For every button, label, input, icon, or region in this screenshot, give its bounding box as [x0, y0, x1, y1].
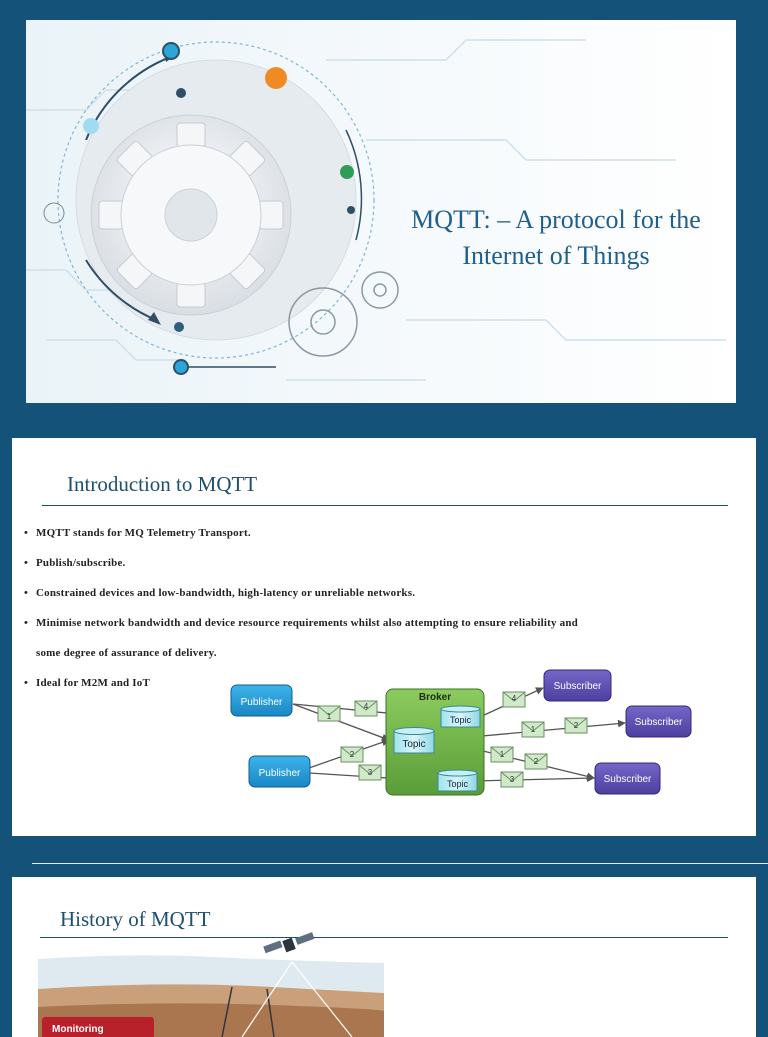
bullet-item: • Publish/subscribe.	[22, 548, 742, 578]
topic-label: Topic	[402, 739, 426, 750]
history-illustration	[12, 877, 756, 1037]
message-number: 2	[349, 750, 355, 759]
subscriber-node	[544, 670, 611, 701]
intro-slide	[12, 438, 756, 836]
slide-separator	[32, 863, 768, 864]
satellite-icon	[263, 932, 314, 953]
subscriber-label: Subscriber	[603, 774, 652, 785]
message-number: 2	[533, 757, 539, 766]
message-envelope	[359, 765, 381, 780]
intro-heading: Introduction to MQTT	[67, 472, 258, 496]
message-number: 4	[363, 702, 369, 711]
bullet-item: • Ideal for M2M and IoT	[22, 668, 742, 698]
topic-cylinder	[438, 770, 477, 791]
history-slide	[12, 877, 756, 1037]
bullet-item-continued: some degree of assurance of delivery.	[36, 647, 217, 659]
publisher-label: Publisher	[240, 697, 283, 708]
message-number: 3	[509, 775, 515, 784]
message-envelope	[318, 706, 340, 721]
message-envelope	[525, 754, 547, 769]
message-number: 2	[573, 721, 579, 730]
message-number: 1	[530, 725, 536, 734]
history-heading: History of MQTT	[60, 907, 211, 931]
title-line-1: MQTT: – A protocol for the	[411, 205, 701, 234]
title-line-2: Internet of Things	[462, 241, 650, 270]
publisher-label: Publisher	[258, 768, 301, 779]
subscriber-label: Subscriber	[634, 717, 683, 728]
publisher-node	[249, 756, 310, 787]
message-envelope	[501, 772, 523, 787]
presentation-title	[366, 202, 736, 274]
message-number: 1	[499, 750, 505, 759]
topic-label: Topic	[446, 779, 469, 789]
message-envelope	[503, 692, 525, 707]
title-slide	[26, 20, 736, 403]
subscriber-node	[626, 706, 691, 737]
message-number: 3	[367, 768, 373, 777]
broker-label: Broker	[418, 692, 452, 703]
bullet-item: • Constrained devices and low-bandwidth, high-latency or unreliable networks.	[22, 578, 742, 608]
message-envelope	[491, 747, 513, 762]
message-envelope	[341, 747, 363, 762]
topic-label: Topic	[449, 715, 472, 725]
subscriber-label: Subscriber	[553, 681, 602, 692]
message-envelope	[522, 722, 544, 737]
publisher-node	[231, 685, 292, 716]
topic-cylinder	[441, 706, 480, 727]
monitoring-badge: Monitoring	[52, 1024, 104, 1035]
bullet-item: • MQTT stands for MQ Telemetry Transport.	[22, 518, 742, 548]
message-number: 1	[326, 712, 332, 721]
subscriber-node	[595, 763, 660, 794]
mqtt-pubsub-diagram	[12, 438, 756, 836]
message-envelope	[565, 718, 587, 733]
topic-cylinder	[394, 728, 434, 754]
message-envelope	[355, 701, 377, 716]
bullet-item: • Minimise network bandwidth and device resource requirements whilst also attempting to ensure reliability and	[22, 608, 742, 638]
message-number: 4	[511, 694, 517, 703]
